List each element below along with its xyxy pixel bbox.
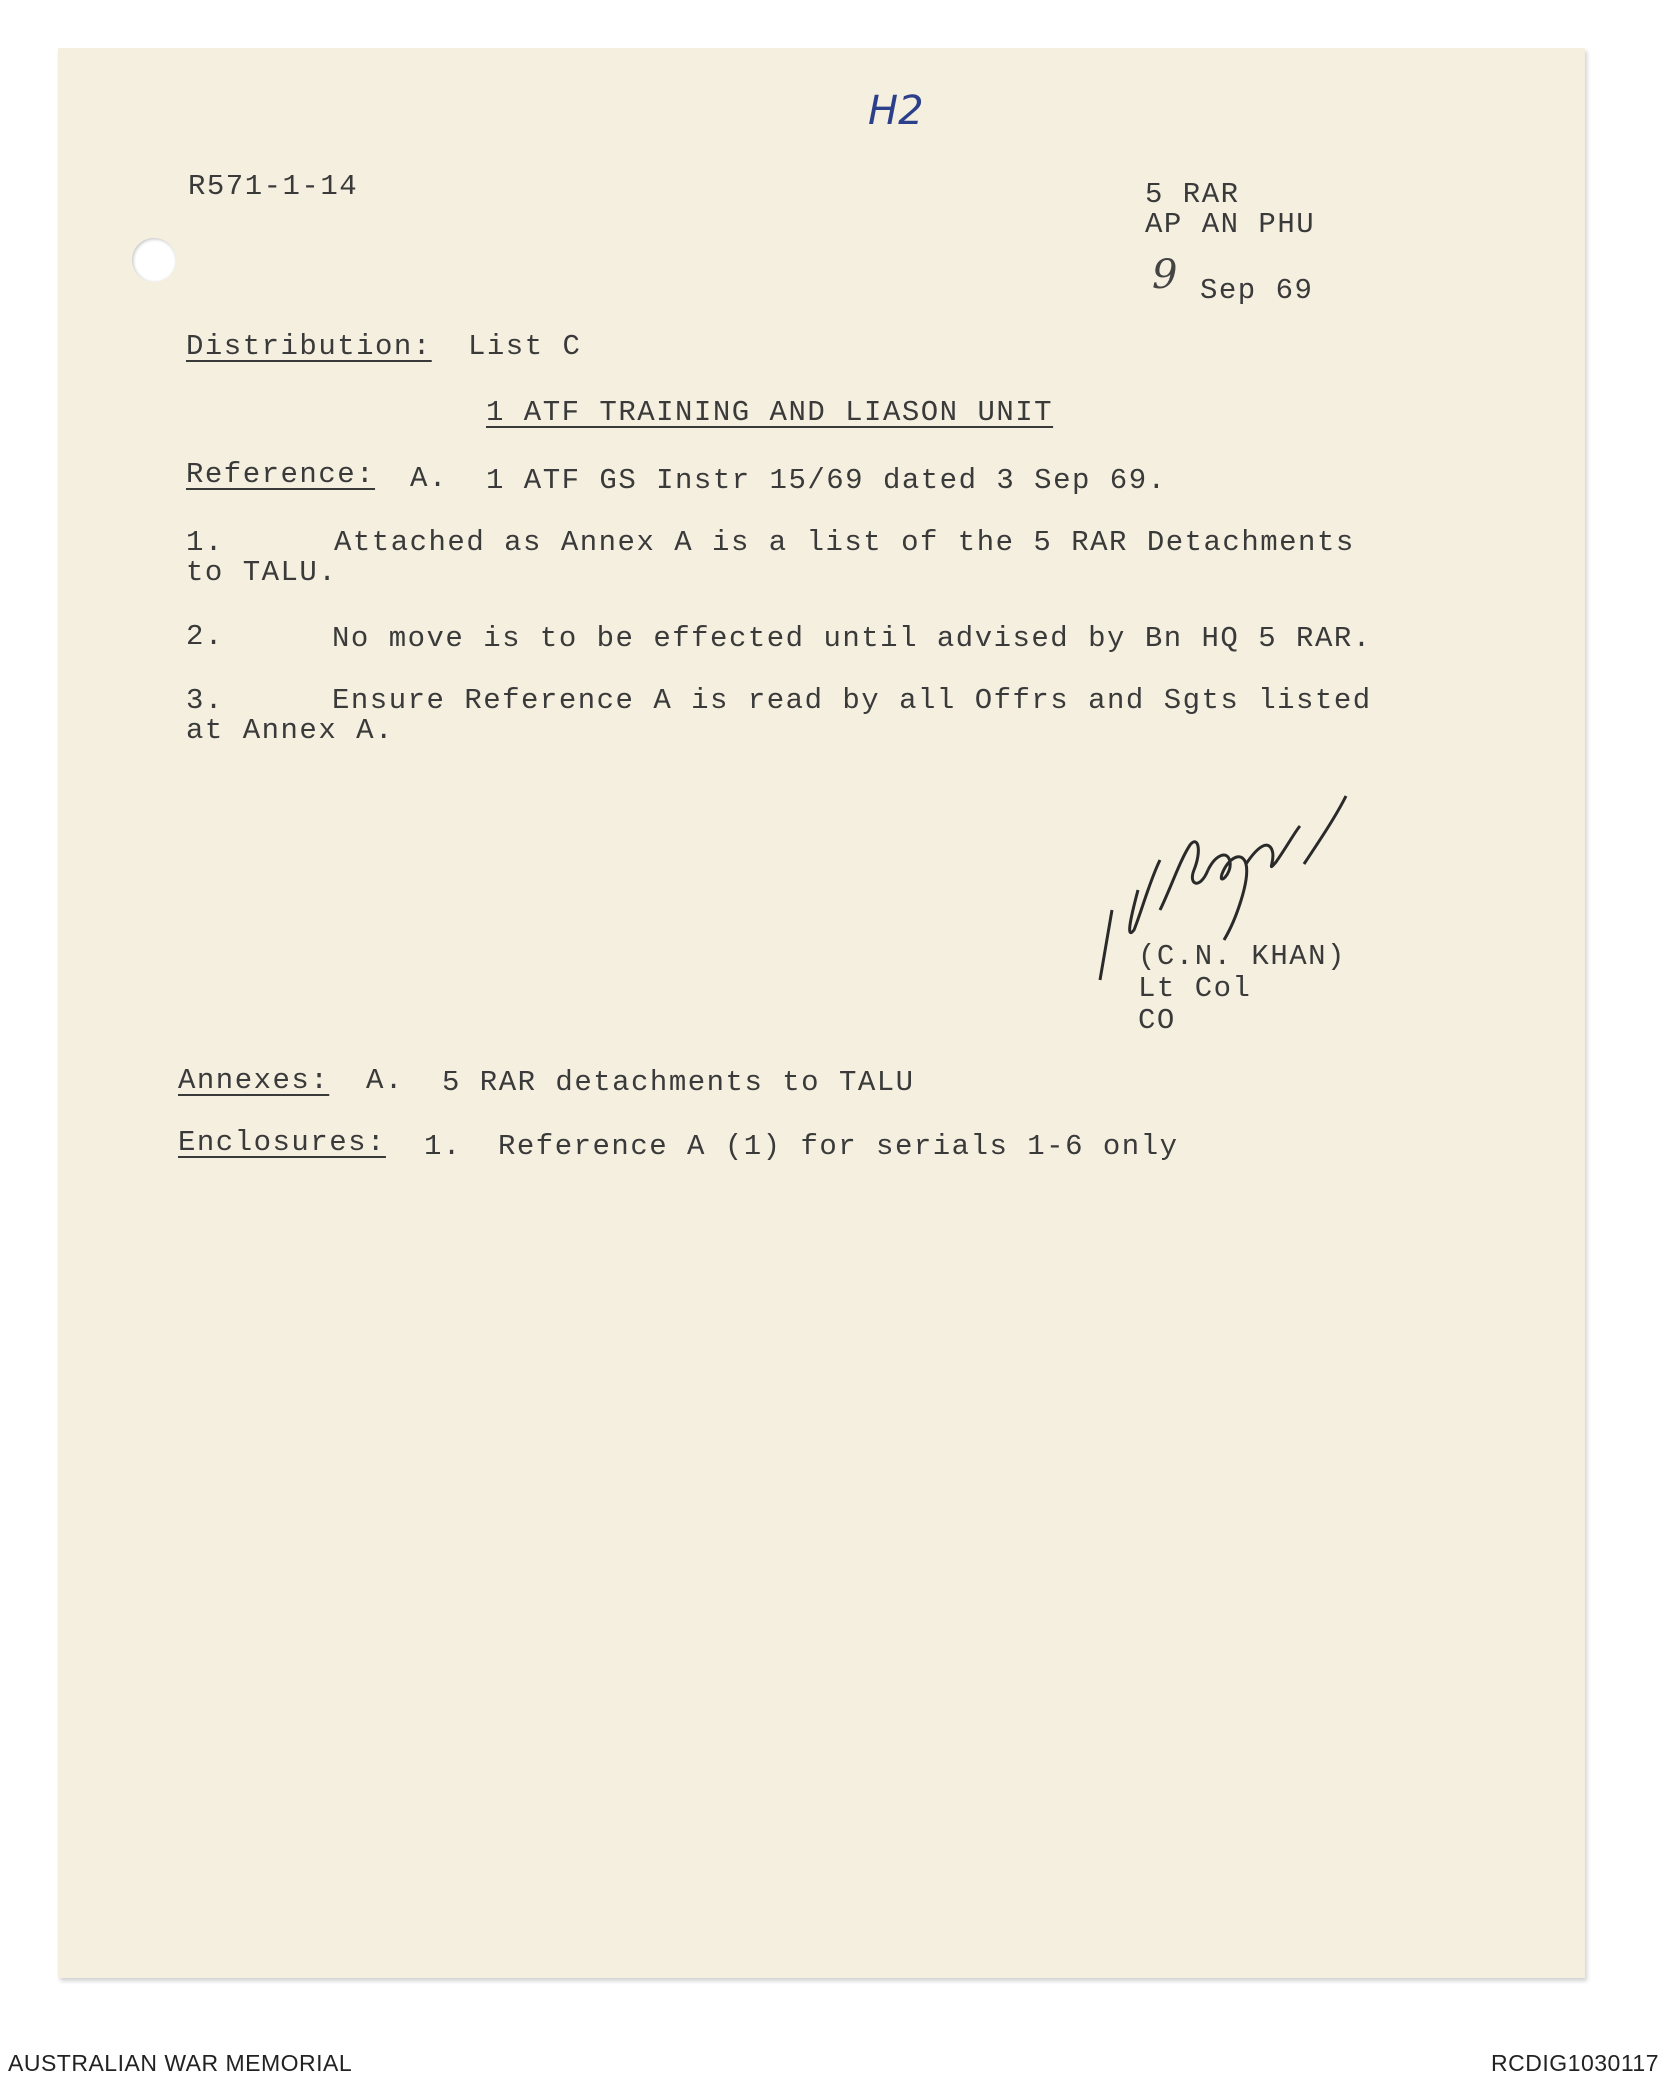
distribution-label: Distribution: [186,330,432,363]
reference-item: A. [410,462,448,495]
paragraph-1-line1: Attached as Annex A is a list of the 5 RAR Detachments [334,526,1355,559]
reference-label: Reference: [186,458,376,491]
enclosures-item: 1. [424,1130,462,1163]
paragraph-3-line1: Ensure Reference A is read by all Offrs and Sgts listed [332,684,1372,717]
annexes-item: A. [366,1064,404,1097]
paragraph-2-line1: No move is to be effected until advised by Bn HQ 5 RAR. [332,622,1372,655]
document-title: 1 ATF TRAINING AND LIASON UNIT [486,396,1054,429]
date-day-handwritten: 9 [1152,252,1178,298]
paragraph-3-number: 3. [186,684,224,717]
signatory-role: CO [1138,1004,1176,1037]
enclosures-label: Enclosures: [178,1126,386,1159]
distribution-value: List C [468,330,582,363]
annexes-text: 5 RAR detachments to TALU [442,1066,915,1099]
paragraph-1-number: 1. [186,526,224,559]
file-reference: R571-1-14 [188,170,359,203]
enclosures-text: Reference A (1) for serials 1-6 only [498,1130,1179,1163]
reference-text: 1 ATF GS Instr 15/69 dated 3 Sep 69. [486,464,1167,497]
handwritten-annotation: H2 [868,88,924,134]
paragraph-1-line2: to TALU. [186,556,338,589]
footer-source: AUSTRALIAN WAR MEMORIAL [8,2050,353,2076]
paragraph-2-number: 2. [186,620,224,653]
unit-name: 5 RAR [1145,178,1240,211]
date-month-year: Sep 69 [1200,274,1314,307]
unit-location: AP AN PHU [1145,208,1316,241]
signatory-rank: Lt Col [1138,972,1252,1005]
footer-id: RCDIG1030117 [1491,2050,1659,2076]
signatory-name: (C.N. KHAN) [1138,940,1346,973]
punch-hole [132,238,176,282]
paragraph-3-line2: at Annex A. [186,714,394,747]
annexes-label: Annexes: [178,1064,330,1097]
